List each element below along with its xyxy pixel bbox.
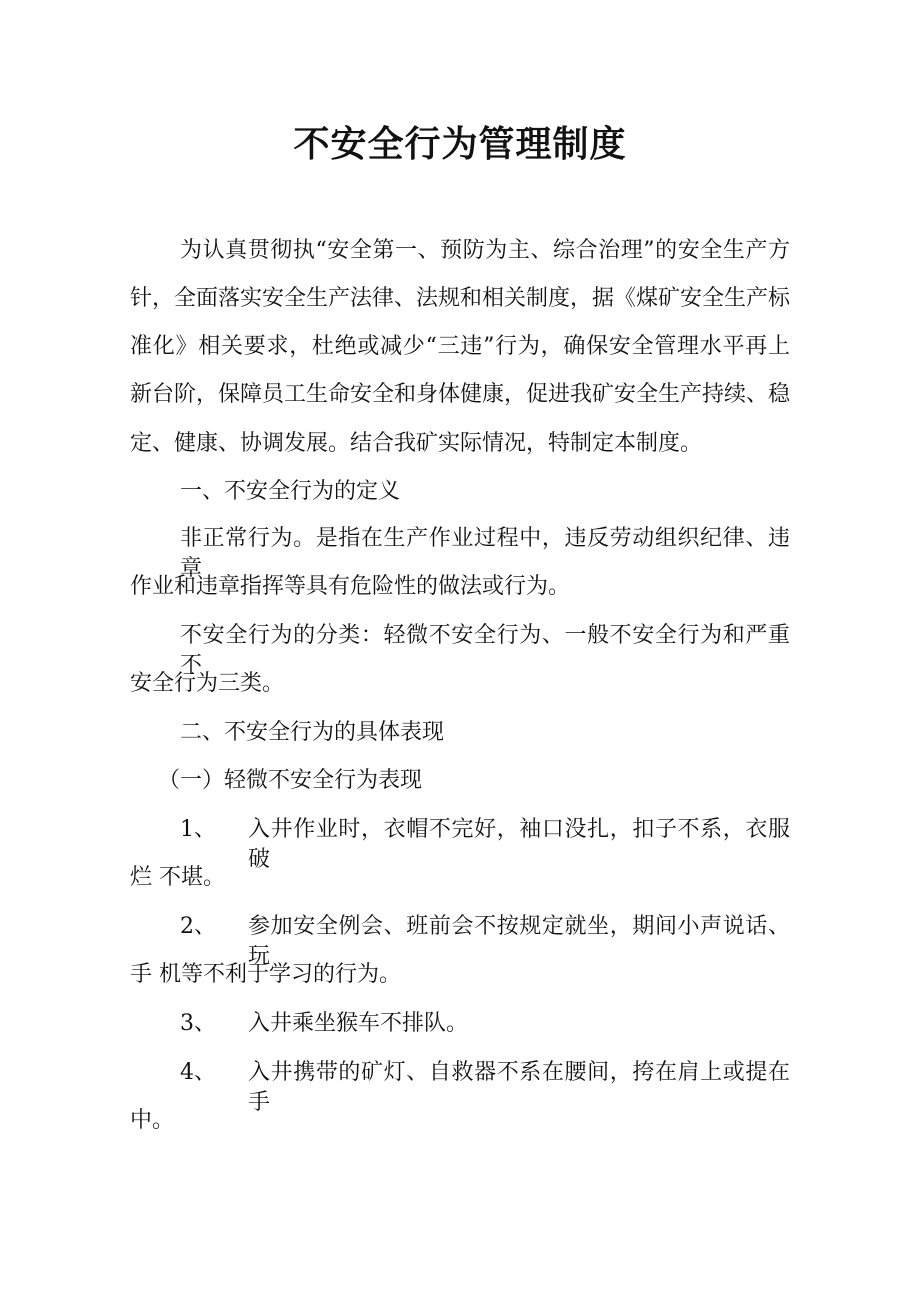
text-line: 准化》相关要求，杜绝或减少“三违”行为，确保安全管理水平再上 bbox=[130, 334, 790, 359]
text-line: 为认真贯彻执“安全第一、预防为主、综合治理”的安全生产方 bbox=[180, 238, 790, 263]
text-line: 针，全面落实安全生产法律、法规和相关制度，据《煤矿安全生产标 bbox=[130, 286, 791, 311]
text-line: 入井携带的矿灯、自救器不系在腰间，挎在肩上或提在手 bbox=[248, 1060, 790, 1115]
text-line: 入井乘坐猴车不排队。 bbox=[248, 1011, 469, 1036]
text-line: 烂 不堪。 bbox=[130, 865, 225, 890]
text-line: 新台阶，保障员工生命安全和身体健康，促进我矿安全生产持续、稳 bbox=[130, 382, 791, 407]
item-number: 1、 bbox=[180, 817, 216, 842]
text-line: 中。 bbox=[130, 1108, 175, 1133]
text-line: 定、健康、协调发展。结合我矿实际情况，特制定本制度。 bbox=[130, 431, 703, 456]
document-title: 不安全行为管理制度 bbox=[293, 123, 627, 165]
text-line: 作业和违章指挥等具有危险性的做法或行为。 bbox=[130, 574, 571, 599]
section-heading: 二、不安全行为的具体表现 bbox=[180, 720, 445, 745]
text-line: 参加安全例会、班前会不按规定就坐，期间小声说话、玩 bbox=[248, 914, 790, 969]
text-line: 非正常行为。是指在生产作业过程中，违反劳动组织纪律、违章 bbox=[180, 526, 790, 581]
text-line: 不安全行为的分类：轻微不安全行为、一般不安全行为和严重不 bbox=[180, 623, 790, 678]
subsection-heading: （一）轻微不安全行为表现 bbox=[158, 768, 423, 793]
item-number: 3、 bbox=[180, 1011, 216, 1036]
text-line: 入井作业时，衣帽不完好，袖口没扎，扣子不系，衣服破 bbox=[248, 817, 790, 872]
text-line: 手 机等不利于学习的行为。 bbox=[130, 962, 401, 987]
item-number: 4、 bbox=[180, 1060, 216, 1085]
item-number: 2、 bbox=[180, 914, 216, 939]
section-heading: 一、不安全行为的定义 bbox=[180, 479, 401, 504]
text-line: 安全行为三类。 bbox=[130, 671, 285, 696]
